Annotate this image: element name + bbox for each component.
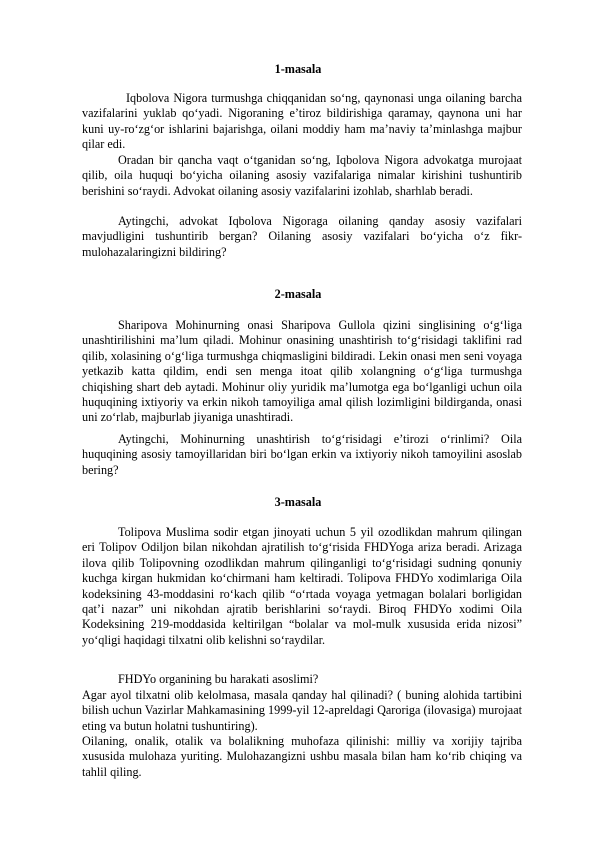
problem-1-paragraph-1: Iqbolova Nigora turmushga chiqqanidan so‘ng, qaynonasi unga oilaning barcha vazifalarini yuklab qo‘yadi. Nigoraning e’tiroz bildirishiga qaramay, qaynona uni har kuni uy-ro‘zg‘or ishlarini bajarishga, oilani moddiy ham ma’naviy ta’minlashga majbur qilar edi. [82, 91, 522, 152]
problem-1-title: 1-masala [274, 62, 322, 76]
problem-3-paragraph-2: FHDYo organining bu harakati asoslimi? [118, 672, 319, 686]
problem-1-paragraph-2: Oradan bir qancha vaqt o‘tganidan so‘ng, Iqbolova Nigora advokatga murojaat qilib, oila huquqi bo‘yicha oilaning asosiy vazifalariga nimalar kirishini tushuntirib berishini so‘raydi. Advokat oilaning asosiy vazifalarini izohlab, sharhlab beradi. [82, 153, 522, 198]
problem-3-paragraph-3: Agar ayol tilxatni olib kelolmasa, masala qanday hal qilinadi? ( buning alohida tartibini bilish uchun Vazirlar Mahkamasining 1999-yil 12-apreldagi Qaroriga (ilovasiga) murojaat eting va butun holatni tushuntiring). [82, 688, 522, 733]
problem-1-paragraph-3: Aytingchi, advokat Iqbolova Nigoraga oilaning qanday asosiy vazifalari mavjudligini tushuntirib bergan? Oilaning asosiy vazifalari bo‘yicha o‘z fikr-mulohazalaringizni bildiring? [82, 214, 522, 259]
problem-2-paragraph-2: Aytingchi, Mohinurning unashtirish to‘g‘risidagi e’tirozi o‘rinlimi? Oila huquqining asosiy tamoyillaridan biri bo‘lgan erkin va ixtiyoriy nikoh tamoyilini asoslab bering? [82, 432, 522, 477]
problem-3-paragraph-1: Tolipova Muslima sodir etgan jinoyati uchun 5 yil ozodlikdan mahrum qilingan eri Tolipov Odiljon bilan nikohdan ajratilish to‘g‘risida FHDYoga ariza beradi. Arizaga ilova qilib Tolipovning ozodlikdan mahrum qilinganligi to‘g‘risidagi sudning qonuniy kuchga kirgan hukmidan ko‘chirmani ham keltiradi. Tolipova FHDYo xodimlariga Oila kodeksining 43-moddasini ro‘kach qilib “o‘rtada voyaga yetmagan bolalari borligidan qat’i nazar” uni nikohdan ajratib berishlarini so‘raydi. Biroq FHDYo xodimi Oila Kodeksining 219-moddasida keltirilgan “bolalar va mol-mulk xususida erida nizosi” yo‘qligi haqidagi tilxatni olib kelishni so‘raydilar. [82, 525, 522, 647]
problem-3-title: 3-masala [274, 495, 322, 509]
problem-2-paragraph-1: Sharipova Mohinurning onasi Sharipova Gullola qizini singlisining o‘g‘liga unashtirilishini ma’lum qiladi. Mohinur onasining unashtirish to‘g‘risidagi taklifini rad qilib, xolasining o‘g‘liga turmushga chiqmasligini bildiradi. Lekin onasi men seni voyaga yetkazib katta qildim, endi sen menga itoat qilib xolangning o‘g‘liga turmushga chiqishing shart deb aytadi. Mohinur oliy yuridik ma’lumotga ega bo‘lganligi uchun oila huquqining ixtiyoriy va erkin nikoh tamoyiliga amal qilish lozimligini bildirganda, onasi uni zo‘rlab, majburlab jiyaniga unashtiradi. [82, 318, 522, 425]
problem-2-title: 2-masala [274, 287, 322, 301]
problem-3-paragraph-4: Oilaning, onalik, otalik va bolalikning muhofaza qilinishi: milliy va xorijiy tajriba xususida mulohaza yuriting. Mulohazangizni ushbu masala bilan ham ko‘rib chiqing va tahlil qiling. [82, 734, 522, 779]
